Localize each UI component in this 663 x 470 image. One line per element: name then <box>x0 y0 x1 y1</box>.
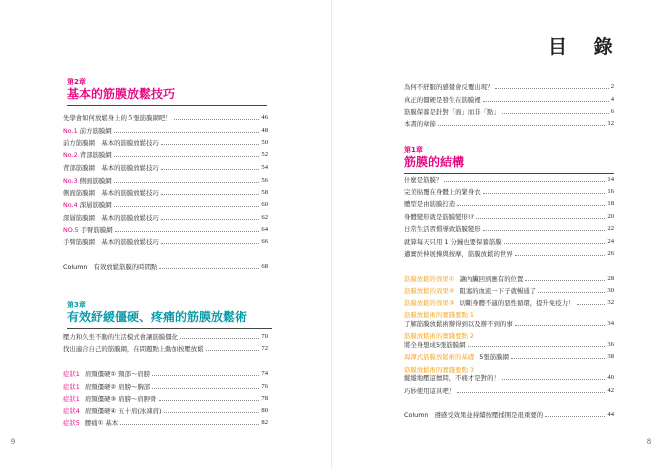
toc-entry[interactable]: 完美貼覆在身體上的緊身衣 16 <box>404 188 614 196</box>
toc-entry[interactable]: 體型是由筋膜打造 18 <box>404 200 614 208</box>
toc-entry[interactable]: 側面筋膜網 基本的筋膜放鬆技巧 58 <box>63 189 268 197</box>
toc-entry[interactable]: No.3 側面筋膜網 56 <box>63 177 268 185</box>
toc-symptom-entry[interactable]: 症狀4 肩頸僵硬④ 五十肩(冰凍肩) 80 <box>63 407 268 415</box>
chapter3-rule <box>67 328 272 329</box>
practice-point-3-tag: 筋膜放鬆術的實踐要點 3 <box>404 366 475 374</box>
chapter3-label: 第3章 <box>67 301 86 309</box>
page-number-right: 8 <box>647 437 651 446</box>
chapter3-heading <box>67 301 272 329</box>
toc-entry[interactable]: 縱縱地壓這擅問，不痛才是對的！ 40 <box>404 374 614 382</box>
toc-entry[interactable]: 身體變形就是筋膜變形!? 20 <box>404 213 614 221</box>
toc-entry[interactable]: 為何不舒服的感覺會反覆出現？ 2 <box>404 83 614 91</box>
toc-entry[interactable]: 了解筋膜放鬆術辦得到以及辦不到的事 34 <box>404 320 614 328</box>
toc-column-entry[interactable]: Column 有效放鬆筋膜的時間點 68 <box>63 263 268 271</box>
chapter2-label: 第2章 <box>67 78 86 86</box>
toc-entry[interactable]: 深層筋膜網 基本的筋膜放鬆技巧 62 <box>63 214 268 222</box>
toc-entry[interactable]: 海渾式筋膜放鬆術的基礎 5張筋膜網 38 <box>404 353 614 361</box>
toc-entry[interactable]: 什麼是筋膜？ 14 <box>404 176 614 184</box>
chapter1-title: 筋膜的結構 <box>404 155 465 169</box>
right-page <box>331 0 663 470</box>
toc-symptom-entry[interactable]: 症狀1 肩頸僵硬① 頸部～肩膀 74 <box>63 370 268 378</box>
chapter2-title: 基本的筋膜放鬆技巧 <box>67 87 176 101</box>
toc-entry[interactable]: 前方筋膜網 基本的筋膜放鬆技巧 50 <box>63 139 268 147</box>
chapter1-heading <box>404 146 614 174</box>
toc-effect-entry[interactable]: 筋膜放鬆的效果① 讓內臟回到應有的位置 28 <box>404 275 614 283</box>
chapter3-title: 有效紓緩僵硬、疼痛的筋膜放鬆術 <box>67 310 248 324</box>
practice-point-1-tag: 筋膜放鬆術的實踐要點 1 <box>404 311 475 319</box>
toc-column-entry[interactable]: Column 遵感受效果並持續按壓揉開是很重要的 44 <box>404 411 614 419</box>
toc-symptom-entry[interactable]: 症狀1 肩頸僵硬② 肩膀～胸部 76 <box>63 383 268 391</box>
toc-effect-entry[interactable]: 筋膜放鬆的效果③ 切斷身體不適的惡性循環，提升免疫力！ 32 <box>404 299 614 307</box>
toc-entry[interactable]: No.2 背部筋膜網 52 <box>63 151 268 159</box>
toc-entry[interactable]: 壓力和久坐不動的生活模式會讓筋膜僵化 70 <box>63 333 268 341</box>
practice-point-2-tag: 筋膜放鬆術的實踐要點 2 <box>404 332 475 340</box>
chapter1-label: 第1章 <box>404 146 423 154</box>
page-number-left: 9 <box>11 437 15 446</box>
toc-effect-entry[interactable]: 筋膜放鬆的效果② 阻塞的血流一下子就暢通了 30 <box>404 287 614 295</box>
chapter2-rule <box>67 105 267 106</box>
toc-entry[interactable]: No.1 前方筋膜網 48 <box>63 127 268 135</box>
toc-entry[interactable]: 背部筋膜網 基本的筋膜放鬆技巧 54 <box>63 164 268 172</box>
toc-symptom-entry[interactable]: 症狀1 肩頸僵硬③ 肩膀～肩胛骨 78 <box>63 395 268 403</box>
toc-entry[interactable]: 將全身想成5張筋膜網 36 <box>404 341 614 349</box>
toc-title: 目 錄 <box>548 36 623 58</box>
chapter1-rule <box>404 173 614 174</box>
toc-entry[interactable]: 筋膜保養是針對「面」而非「點」 6 <box>404 108 614 116</box>
toc-entry[interactable]: 手臂筋膜網 基本的筋膜放鬆技巧 66 <box>63 238 268 246</box>
toc-entry[interactable]: No.4 深層筋膜網 60 <box>63 201 268 209</box>
toc-entry[interactable]: NO.5 手臂筋膜網 64 <box>63 226 268 234</box>
toc-entry[interactable]: 巧妙使用這具吧！ 42 <box>404 387 614 395</box>
toc-entry[interactable]: 本書的章節 12 <box>404 120 614 128</box>
toc-entry[interactable]: 就算每天只用 1 分鐘也要保養筋膜 24 <box>404 238 614 246</box>
toc-entry[interactable]: 日常生活習慣導致筋膜變形 22 <box>404 225 614 233</box>
toc-symptom-entry[interactable]: 症狀5 腰痛① 基本 82 <box>63 419 268 427</box>
toc-entry[interactable]: 邁實於伸展操與按摩，筋膜放鬆的世界 26 <box>404 250 614 258</box>
toc-entry[interactable]: 先學會如何放鬆身上的５張筋膜網吧！ 46 <box>63 114 268 122</box>
chapter2-heading <box>67 78 267 106</box>
left-page <box>0 0 331 470</box>
toc-entry[interactable]: 找出適合自己的筋膜網，在問題點上動加按壓放鬆 72 <box>63 345 268 353</box>
toc-entry[interactable]: 真正的僵硬是發生在筋膜裡 4 <box>404 96 614 104</box>
